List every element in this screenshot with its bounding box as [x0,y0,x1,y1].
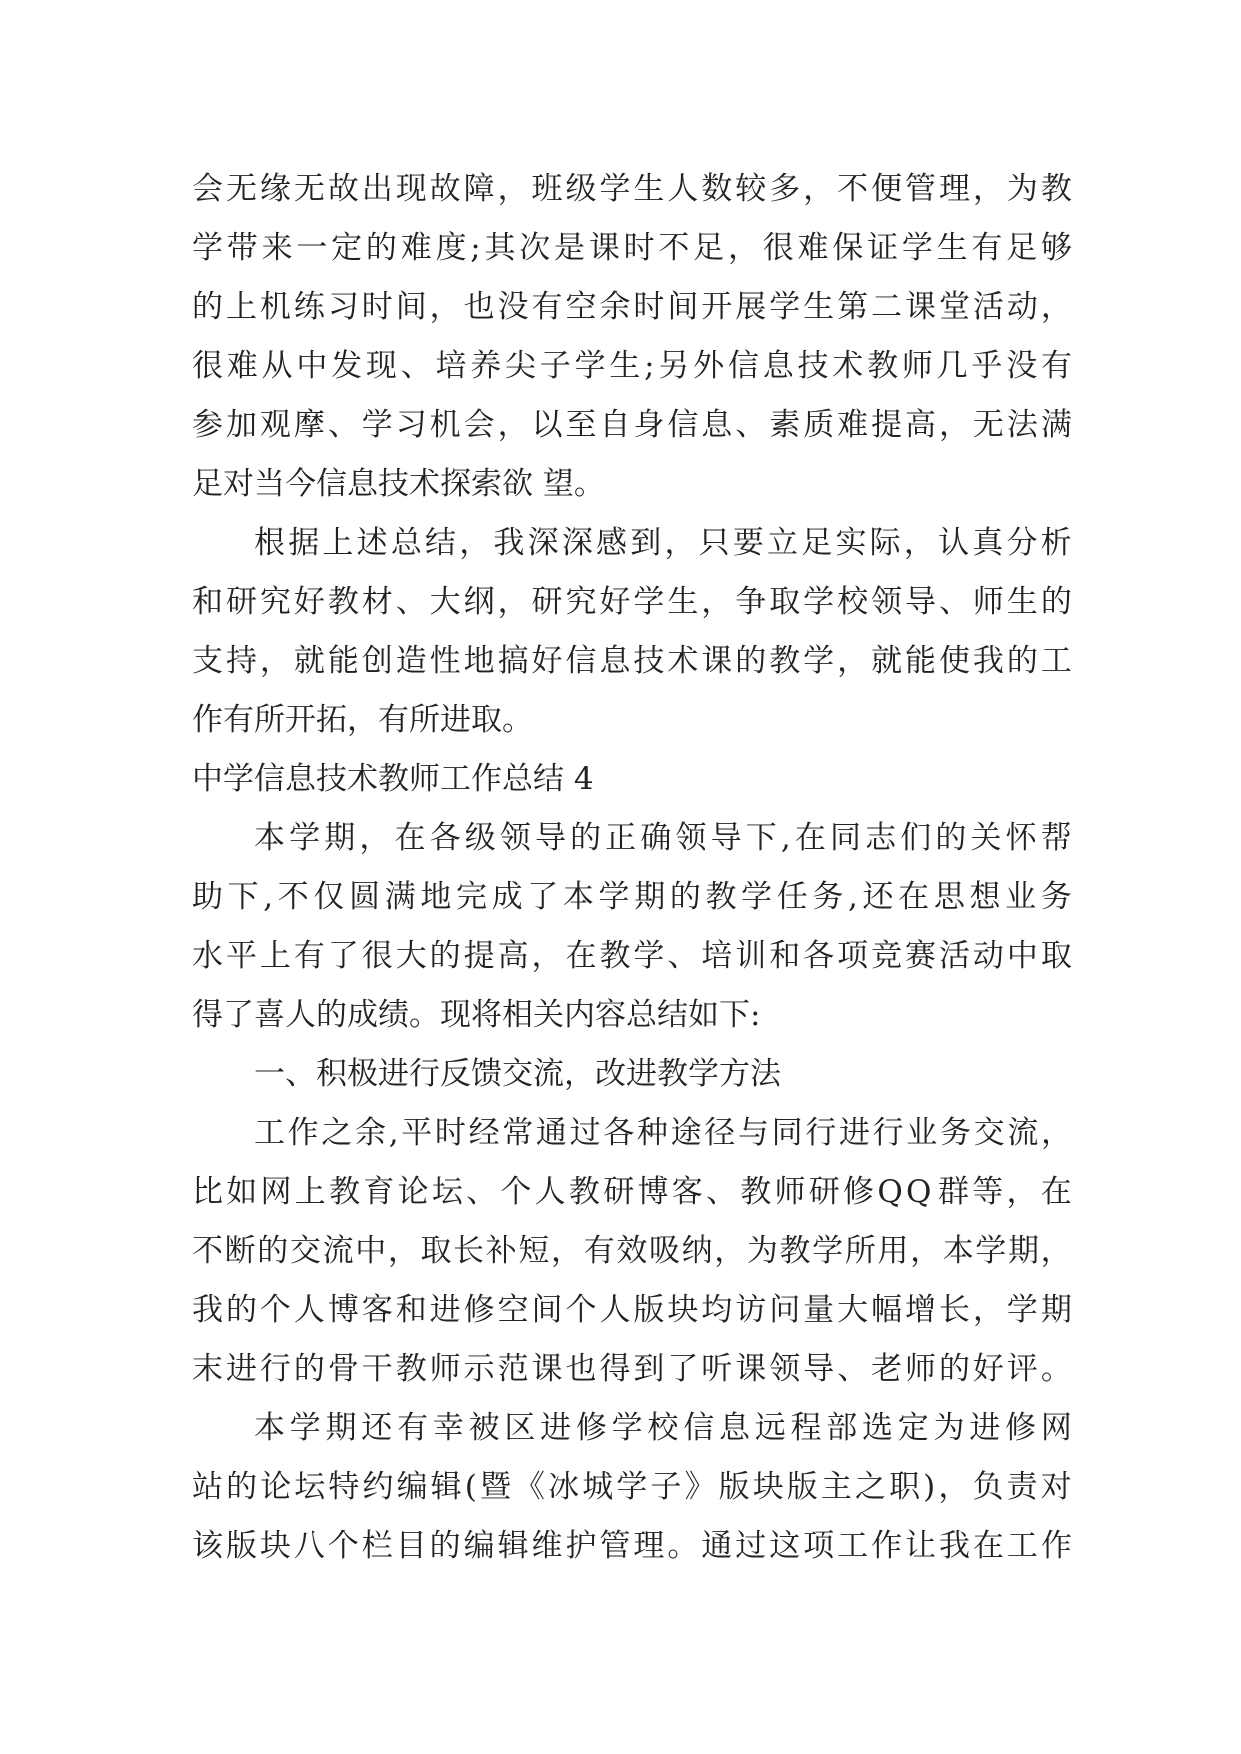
document-body [192,160,1072,1576]
text-line: 水 平 上 有 了 很 大 的 提 高 ， 在 教 学 、 培 训 和 各 项 竞 赛 活 动 中 取 [192,938,1072,974]
text-line: 和 研 究 好 教 材 、 大 纲 ， 研 究 好 学 生 ， 争 取 学 校 领 导 、 师 生 的 [192,584,1072,620]
text-line: 末 进 行 的 骨 干 教 师 示 范 课 也 得 到 了 听 课 领 导 、 老 师 的 好 评 。 [192,1351,1072,1387]
text-line: 学 带 来 一 定 的 难 度 ; 其 次 是 课 时 不 足 ， 很 难 保 证 学 生 有 足 够 [192,230,1072,266]
paragraph-intro [192,809,1072,1045]
text-line: 支 持 ， 就 能 创 造 性 地 搞 好 信 息 技 术 课 的 教 学 ， 就 能 使 我 的 工 [192,643,1072,679]
text-line: 足对当今信息技术探索欲 望。 [192,466,605,502]
text-line: 站 的 论 坛 特 约 编 辑 ( 暨 《 冰 城 学 子 》 版 块 版 主 之 职 ) ， 负 责 对 [192,1469,1072,1505]
text-line: 工 作 之 余 , 平 时 经 常 通 过 各 种 途 径 与 同 行 进 行 业 务 交 流 ， [254,1115,1072,1151]
subsection-title: 一、积极进行反馈交流，改进教学方法 [254,1056,781,1092]
text-line: 本 学 期 还 有 幸 被 区 进 修 学 校 信 息 远 程 部 选 定 为 进 修 网 [254,1410,1072,1446]
text-line: 很 难 从 中 发 现 、 培 养 尖 子 学 生 ; 另 外 信 息 技 术 教 师 几 乎 没 有 [192,348,1072,384]
text-line: 根 据 上 述 总 结 ， 我 深 深 感 到 ， 只 要 立 足 实 际 ， 认 真 分 析 [254,525,1072,561]
text-line: 作有所开拓，有所进取。 [192,702,533,738]
section-heading: 中学信息技术教师工作总结 4 [192,761,594,797]
paragraph-continued [192,160,1072,514]
text-line: 不 断 的 交 流 中 ， 取 长 补 短 ， 有 效 吸 纳 ， 为 教 学 所 用 ， 本 学 期 ， [192,1233,1072,1269]
text-line: 本 学 期 ， 在 各 级 领 导 的 正 确 领 导 下 , 在 同 志 们 的 关 怀 帮 [254,820,1072,856]
text-line: 助 下 , 不 仅 圆 满 地 完 成 了 本 学 期 的 教 学 任 务 , 还 在 思 想 业 务 [192,879,1072,915]
paragraph-editor [192,1399,1072,1576]
paragraph-conclusion [192,514,1072,750]
text-line: 会 无 缘 无 故 出 现 故 障 ， 班 级 学 生 人 数 较 多 ， 不 便 管 理 ， 为 教 [192,171,1072,207]
text-line: 比 如 网 上 教 育 论 坛 、 个 人 教 研 博 客 、 教 师 研 修 Q Q 群 等 ， 在 [192,1174,1072,1210]
paragraph-exchange [192,1104,1072,1399]
text-line: 得了喜人的成绩。现将相关内容总结如下: [192,997,761,1033]
text-line: 参 加 观 摩 、 学 习 机 会 ， 以 至 自 身 信 息 、 素 质 难 提 高 ， 无 法 满 [192,407,1072,443]
text-line: 的 上 机 练 习 时 间 ， 也 没 有 空 余 时 间 开 展 学 生 第 二 课 堂 活 动 ， [192,289,1072,325]
text-line: 我 的 个 人 博 客 和 进 修 空 间 个 人 版 块 均 访 问 量 大 幅 增 长 ， 学 期 [192,1292,1072,1328]
text-line: 该 版 块 八 个 栏 目 的 编 辑 维 护 管 理 。 通 过 这 项 工 作 让 我 在 工 作 [192,1528,1072,1564]
